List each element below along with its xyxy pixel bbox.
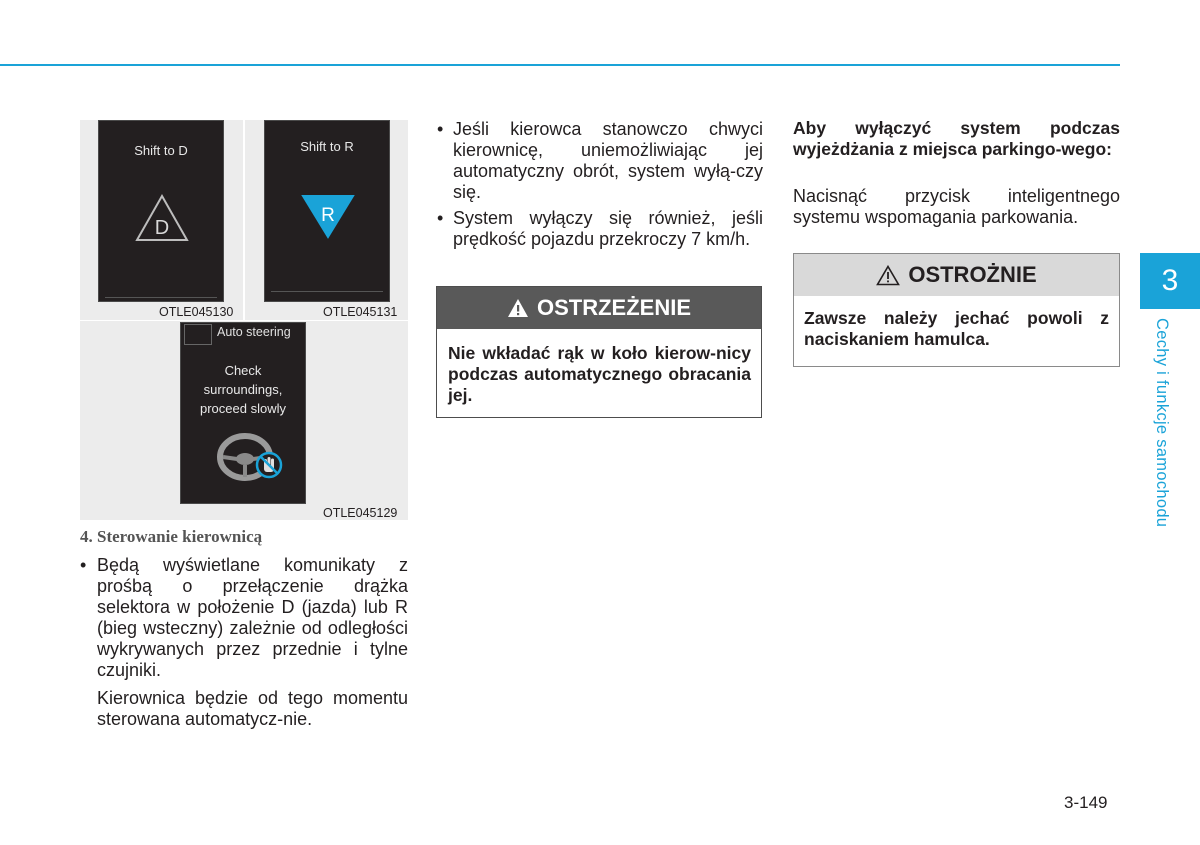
caution-header — [794, 254, 1119, 296]
page-number: 3-149 — [1064, 793, 1108, 812]
left-paragraph-2: Kierownica będzie od tego momentu sterowana automatycz-nie. — [97, 688, 408, 729]
caution-text: Zawsze należy jechać powoli z naciskaniem hamulca. — [804, 308, 1109, 349]
figures-area — [80, 120, 408, 520]
left-bullet-1: Będą wyświetlane komunikaty z prośbą o przełączenie drążka selektora w położenie D (jazda) lub R (bieg wsteczny) zależnie od odległości wykrywanych przez przednie i tylne czujniki. — [97, 555, 408, 680]
instruction-line-1: Check — [224, 363, 262, 378]
caution-triangle-icon — [876, 265, 900, 286]
section-heading: 4. Sterowanie kierownicą — [80, 527, 263, 546]
warning-triangle-icon — [507, 298, 529, 318]
r-inverted-triangle-icon — [300, 193, 356, 239]
figure-code-1: OTLE045130 — [159, 305, 234, 319]
auto-steering-header: Auto steering — [217, 325, 291, 339]
d-triangle-icon — [134, 193, 190, 243]
d-glyph: D — [154, 217, 170, 239]
chapter-label: Cechy i funkcje samochodu — [1153, 318, 1171, 528]
display-shift-d — [98, 120, 224, 302]
instruction-line-3: proceed slowly — [200, 401, 286, 416]
display-shift-r — [264, 120, 390, 302]
figure-code-2: OTLE045131 — [323, 305, 398, 319]
screen-baseline — [105, 297, 217, 298]
bullet-marker: • — [437, 208, 444, 228]
display-auto-steering — [180, 322, 306, 504]
middle-bullet-1: Jeśli kierowca stanowczo chwyci kierownicę, uniemożliwiając jej automatyczny obrót, system wyłą-czy się. — [453, 119, 763, 202]
warning-header — [437, 287, 761, 329]
warning-title: OSTRZEŻENIE — [536, 295, 691, 320]
bullet-marker: • — [437, 119, 444, 139]
caution-title: OSTROŻNIE — [908, 262, 1037, 287]
figure-code-3: OTLE045129 — [323, 506, 398, 520]
bullet-marker: • — [80, 555, 87, 575]
r-glyph: R — [321, 205, 335, 226]
caution-box — [793, 253, 1120, 367]
chapter-tab: 3 — [1140, 253, 1200, 309]
shift-d-text: Shift to D — [134, 143, 188, 158]
warning-box — [436, 286, 762, 418]
status-square — [184, 324, 212, 345]
right-paragraph: Nacisnąć przycisk inteligentnego systemu wspomagania parkowania. — [793, 186, 1120, 227]
screen-baseline — [271, 291, 383, 292]
right-heading: Aby wyłączyć system podczas wyjeżdżania z miejsca parkingo-wego: — [793, 118, 1120, 159]
instruction-line-2: surroundings, — [203, 382, 283, 397]
top-rule — [0, 64, 1120, 66]
middle-bullet-2: System wyłączy się również, jeśli prędkość pojazdu przekroczy 7 km/h. — [453, 208, 763, 249]
hand-off-icon — [255, 451, 283, 479]
warning-text: Nie wkładać rąk w koło kierow-nicy podczas automatycznego obracania jej. — [448, 343, 751, 405]
shift-r-text: Shift to R — [300, 139, 354, 154]
